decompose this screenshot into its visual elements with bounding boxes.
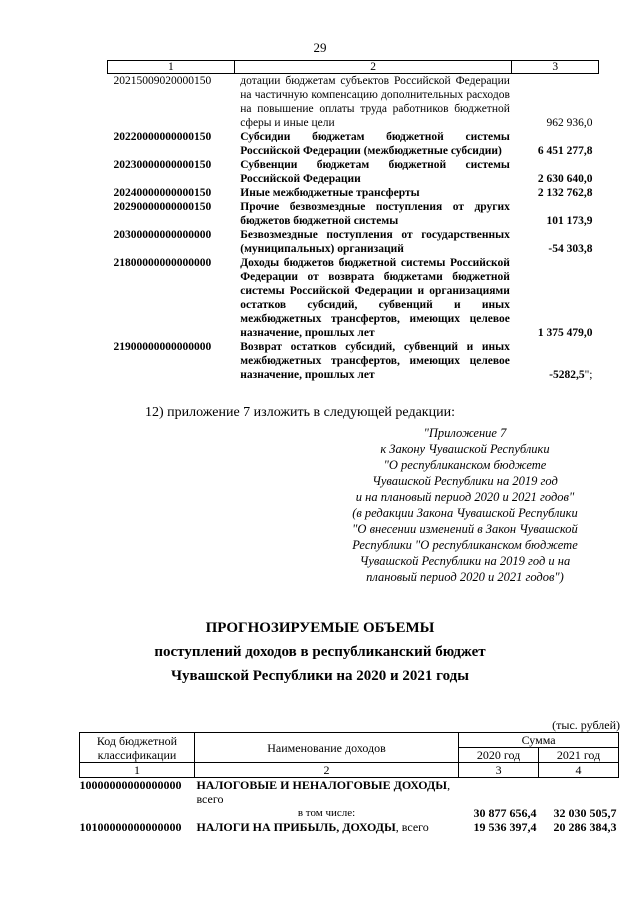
row-code: 20290000000000150 [113,201,212,213]
table-row [80,778,619,821]
column-number-2: 2 [234,61,512,74]
row-value-2021: 32 030 505,7 [553,806,617,820]
row-value-2021: 20 286 384,3 [553,820,617,834]
header-code: Код бюджетной классификации [80,733,195,763]
appendix-line: Чувашской Республики на 2019 год [372,474,558,488]
row-sum [512,340,599,382]
header-name: Наименование доходов [194,733,458,763]
row-value-2020: 19 536 397,4 [473,820,537,834]
title-line: Чувашской Республики на 2020 и 2021 годы [171,668,469,684]
row-name [194,778,458,821]
row-name: дотации бюджетам субъектов Российской Федерации на частичную компенсацию дополнительных расходов на повышение оплаты труда работников бюджетной сферы и иные цели [240,75,510,129]
row-name: Безвозмездные поступления от государственных (муниципальных) организаций [240,229,510,255]
table-row [108,130,599,158]
header-2020: 2020 год [459,748,539,763]
closing-quote: "; [584,369,593,381]
header-sum: Сумма [459,733,619,748]
row-subcaption: в том числе: [297,807,356,819]
units-label: (тыс. рублей) [552,718,620,732]
table-row [108,158,599,186]
row-name: Субвенции бюджетам бюджетной системы Российской Федерации [240,159,510,185]
amendment-item-12: 12) приложение 7 изложить в следующей редакции: [145,405,455,420]
row-name: Субсидии бюджетам бюджетной системы Российской Федерации (межбюджетные субсидии) [240,131,510,157]
title-line: ПРОГНОЗИРУЕМЫЕ ОБЪЕМЫ [205,620,435,636]
appendix-line: "О внесении изменений в Закон Чувашской [352,522,578,536]
table-row [108,228,599,256]
document-title [0,616,640,688]
appendix-header [335,425,595,585]
appendix-line: (в редакции Закона Чувашской Республики [352,506,578,520]
row-sum: 962 936,0 [546,117,593,129]
table-row [108,200,599,228]
appendix-line: и на плановый период 2020 и 2021 годов" [355,490,575,504]
table-row [80,820,619,834]
row-name [194,820,458,834]
row-sum-value: -5282,5 [549,369,585,381]
row-name-suffix: , всего [395,820,429,834]
column-number-3: 3 [459,763,539,778]
appendix-line: Республики "О республиканском бюджете [352,538,578,552]
row-code: 20230000000000150 [113,159,212,171]
row-sum: 6 451 277,8 [537,145,593,157]
row-name: Возврат остатков субсидий, субвенций и иных межбюджетных трансфертов, имеющих целевое назначение, прошлых лет [240,341,510,381]
row-name-text: НАЛОГИ НА ПРИБЫЛЬ, ДОХОДЫ [196,820,396,834]
row-code: 20215009020000150 [113,75,212,87]
row-sum: -54 303,8 [548,243,593,255]
row-sum: 2 630 640,0 [537,173,593,185]
table-header-row [108,61,599,74]
appendix-line: к Закону Чувашской Республики [380,442,550,456]
row-name-text: НАЛОГОВЫЕ И НЕНАЛОГОВЫЕ ДОХОДЫ [196,778,448,792]
table-number-row [80,763,619,778]
column-number-3: 3 [512,61,599,74]
table-row [108,340,599,382]
column-number-4: 4 [539,763,619,778]
row-code: 21800000000000000 [113,257,212,269]
row-sum: 1 375 479,0 [537,327,593,339]
revenue-continuation-table [107,60,599,382]
row-name: Доходы бюджетов бюджетной системы Российской Федерации от возврата бюджетами бюджетной системы Российской Федерации и организациями остатков субсидий, субвенций и иных межбюджетных трансфертов, имеющих целевое назначение, прошлых лет [240,257,510,339]
column-number-2: 2 [194,763,458,778]
table-row [108,74,599,131]
appendix-line: "О республиканском бюджете [383,458,547,472]
row-name: Иные межбюджетные трансферты [240,187,420,199]
row-name: Прочие безвозмездные поступления от других бюджетов бюджетной системы [240,201,510,227]
column-number-1: 1 [80,763,195,778]
row-code: 20240000000000150 [113,187,212,199]
appendix-line: плановый период 2020 и 2021 годов") [366,570,564,584]
appendix-line: Чувашской Республики на 2019 год и на [359,554,571,568]
page-number: 29 [313,40,327,55]
row-code: 21900000000000000 [113,341,212,353]
row-code: 20220000000000150 [113,131,212,143]
header-2021: 2021 год [539,748,619,763]
row-code: 20300000000000000 [113,229,212,241]
row-code: 10000000000000000 [79,778,182,792]
forecast-revenue-table [79,732,619,834]
column-number-1: 1 [108,61,235,74]
table-row [108,256,599,340]
table-row [108,186,599,200]
appendix-line: "Приложение 7 [423,426,507,440]
title-line: поступлений доходов в республиканский бюджет [154,644,486,660]
table-header-row [80,733,619,748]
row-sum: 2 132 762,8 [537,187,593,199]
row-sum: 101 173,9 [546,215,593,227]
row-code: 10100000000000000 [79,820,182,834]
row-value-2020: 30 877 656,4 [473,806,537,820]
row-name-suffix: , всего [196,778,451,806]
